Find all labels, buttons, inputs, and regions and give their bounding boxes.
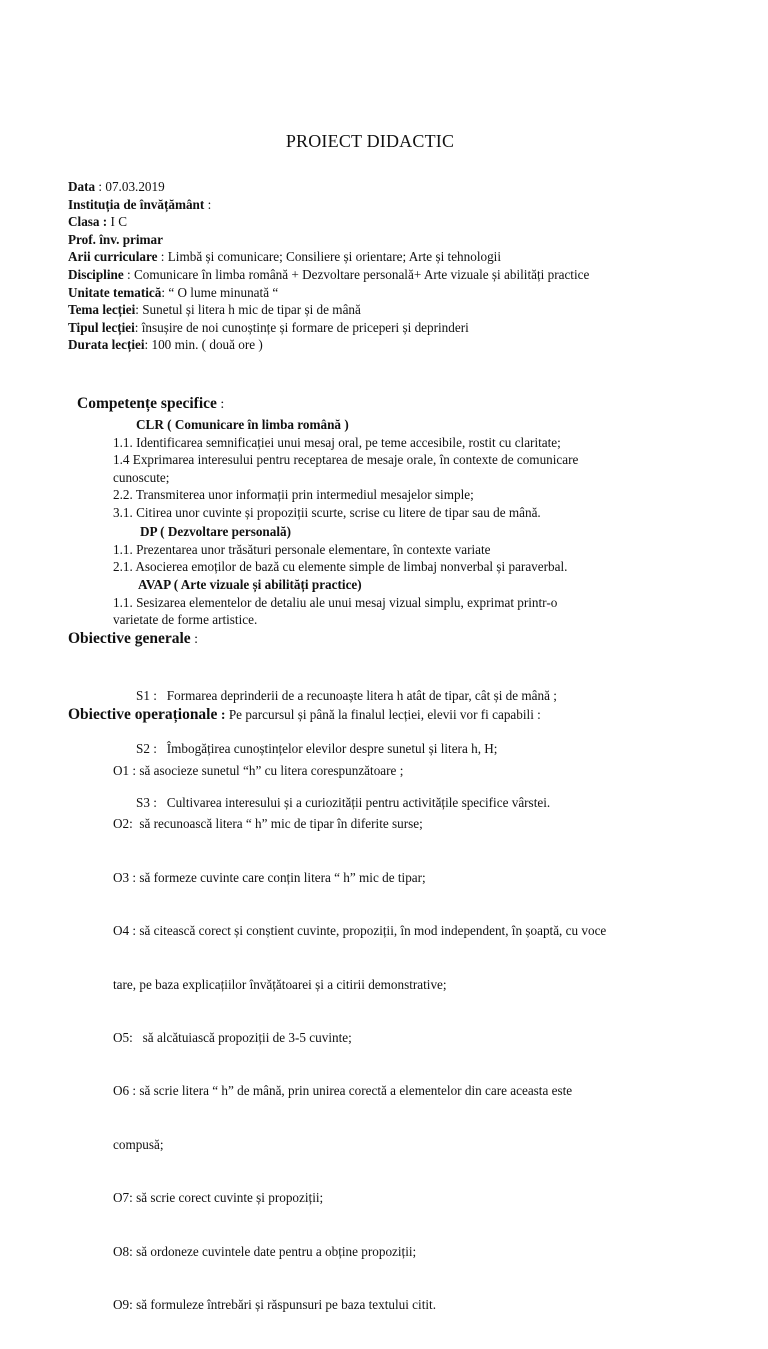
section-heading: Obiective operaționale : Pe parcursul și până la finalul lecției, elevii vor fi capabili : xyxy=(68,706,541,723)
list-item: 1.1. Sesizarea elementelor de detaliu ale unui mesaj vizual simplu, exprimat printr-o xyxy=(113,595,558,610)
clr-list xyxy=(113,434,673,521)
subsection-heading-avap: AVAP ( Arte vizuale și abilități practice) xyxy=(138,577,362,592)
list-item: O9: să formuleze întrebări și răspunsuri pe baza textului citit. xyxy=(113,1297,436,1313)
meta-label: Tema lecției xyxy=(68,302,136,318)
list-item: compusă; xyxy=(113,1136,164,1152)
subsection-heading-dp: DP ( Dezvoltare personală) xyxy=(140,524,292,539)
section-intro: Pe parcursul și până la finalul lecției, elevii vor fi capabili : xyxy=(225,707,541,722)
meta-row-prof xyxy=(68,231,708,249)
avap-list xyxy=(113,594,673,629)
list-item: 1.1. Prezentarea unor trăsături personale elementare, în contexte variate xyxy=(113,542,491,557)
meta-value: : 07.03.2019 xyxy=(95,179,165,194)
meta-label: Unitate tematică xyxy=(68,284,162,300)
meta-label: Durata lecției xyxy=(68,337,145,353)
meta-row-tipul xyxy=(68,319,708,337)
meta-row-data xyxy=(68,178,708,196)
meta-row-institutie xyxy=(68,196,708,214)
list-item: O8: să ordoneze cuvintele date pentru a obține propoziții; xyxy=(113,1243,417,1259)
list-item: 1.1. Identificarea semnificației unui mesaj oral, pe teme accesibile, rostit cu claritate; xyxy=(113,435,561,450)
lesson-metadata xyxy=(68,178,708,354)
meta-value: : “ O lume minunată “ xyxy=(161,284,279,300)
list-item: tare, pe baza explicațiilor învățătoarei și a citirii demonstrative; xyxy=(113,976,447,992)
list-item: O7: să scrie corect cuvinte și propoziții; xyxy=(113,1190,324,1206)
dp-list xyxy=(113,541,673,576)
list-item: O6 : să scrie litera “ h” de mână, prin unirea corectă a elementelor din care aceasta este xyxy=(113,1083,573,1099)
list-item: S3 : Cultivarea interesului și a curiozității pentru activitățile specifice vârstei. xyxy=(136,794,551,810)
meta-row-arii xyxy=(68,248,708,266)
list-item: O3 : să formeze cuvinte care conțin litera “ h” mic de tipar; xyxy=(113,869,426,885)
meta-label: Discipline xyxy=(68,266,124,282)
list-item: 2.1. Asocierea emoților de bază cu elemente simple de limbaj nonverbal și paraverbal. xyxy=(113,559,568,575)
section-heading: Competențe specifice : xyxy=(77,395,225,412)
meta-value: : însușire de noi cunoștințe și formare de priceperi și deprinderi xyxy=(134,319,469,335)
meta-value: : 100 min. ( două ore ) xyxy=(144,337,263,353)
list-item: O2: să recunoască litera “ h” mic de tipar în diferite surse; xyxy=(113,816,423,832)
meta-row-discipline xyxy=(68,266,628,284)
meta-row-tema xyxy=(68,301,708,319)
meta-label: Data xyxy=(68,179,96,194)
meta-row-unitate xyxy=(68,284,708,302)
list-item: S1 : Formarea deprinderii de a recunoaște litera h atât de tipar, cât și de mână ; xyxy=(136,688,557,703)
list-item: O5: să alcătuiască propoziții de 3-5 cuvinte; xyxy=(113,1030,352,1046)
list-item: S2 : Îmbogățirea cunoștințelor elevilor despre sunetul și litera h, H; xyxy=(136,741,498,757)
meta-value: : xyxy=(204,196,212,212)
meta-label: Tipul lecției xyxy=(68,319,135,335)
list-item: cunoscute; xyxy=(113,469,170,485)
meta-row-durata xyxy=(68,336,708,354)
list-item: 2.2. Transmiterea unor informații prin intermediul mesajelor simple; xyxy=(113,487,474,503)
meta-value: : Comunicare în limba română + Dezvoltare personală+ Arte vizuale și abilități practice xyxy=(123,266,590,282)
meta-row-clasa xyxy=(68,213,708,231)
list-item: 1.4 Exprimarea interesului pentru receptarea de mesaje orale, în contexte de comunicare xyxy=(113,452,579,468)
meta-value: I C xyxy=(107,214,127,230)
subsection-heading-clr: CLR ( Comunicare în limba română ) xyxy=(136,417,349,432)
list-item: 3.1. Citirea unor cuvinte și propoziții scurte, scrise cu litere de tipar sau de mână. xyxy=(113,504,541,520)
meta-value: : Limbă și comunicare; Consiliere și orientare; Arte și tehnologii xyxy=(157,249,502,265)
section-heading: Obiective generale : xyxy=(68,630,199,647)
meta-value: : Sunetul și litera h mic de tipar și de mână xyxy=(135,302,361,318)
meta-label: Clasa : xyxy=(68,214,108,230)
meta-label: Instituția de învățământ xyxy=(68,196,205,212)
meta-label: Prof. înv. primar xyxy=(68,231,163,247)
list-item: O1 : să asocieze sunetul “h” cu litera corespunzătoare ; xyxy=(113,763,404,778)
operationale-list xyxy=(113,726,673,1349)
page-title: PROIECT DIDACTIC xyxy=(285,131,455,151)
list-item: O4 : să citească corect și conștient cuvinte, propoziții, în mod independent, în șoaptă, cu voce xyxy=(113,923,607,939)
list-item: varietate de forme artistice. xyxy=(113,612,258,628)
meta-label: Arii curriculare xyxy=(68,249,158,265)
